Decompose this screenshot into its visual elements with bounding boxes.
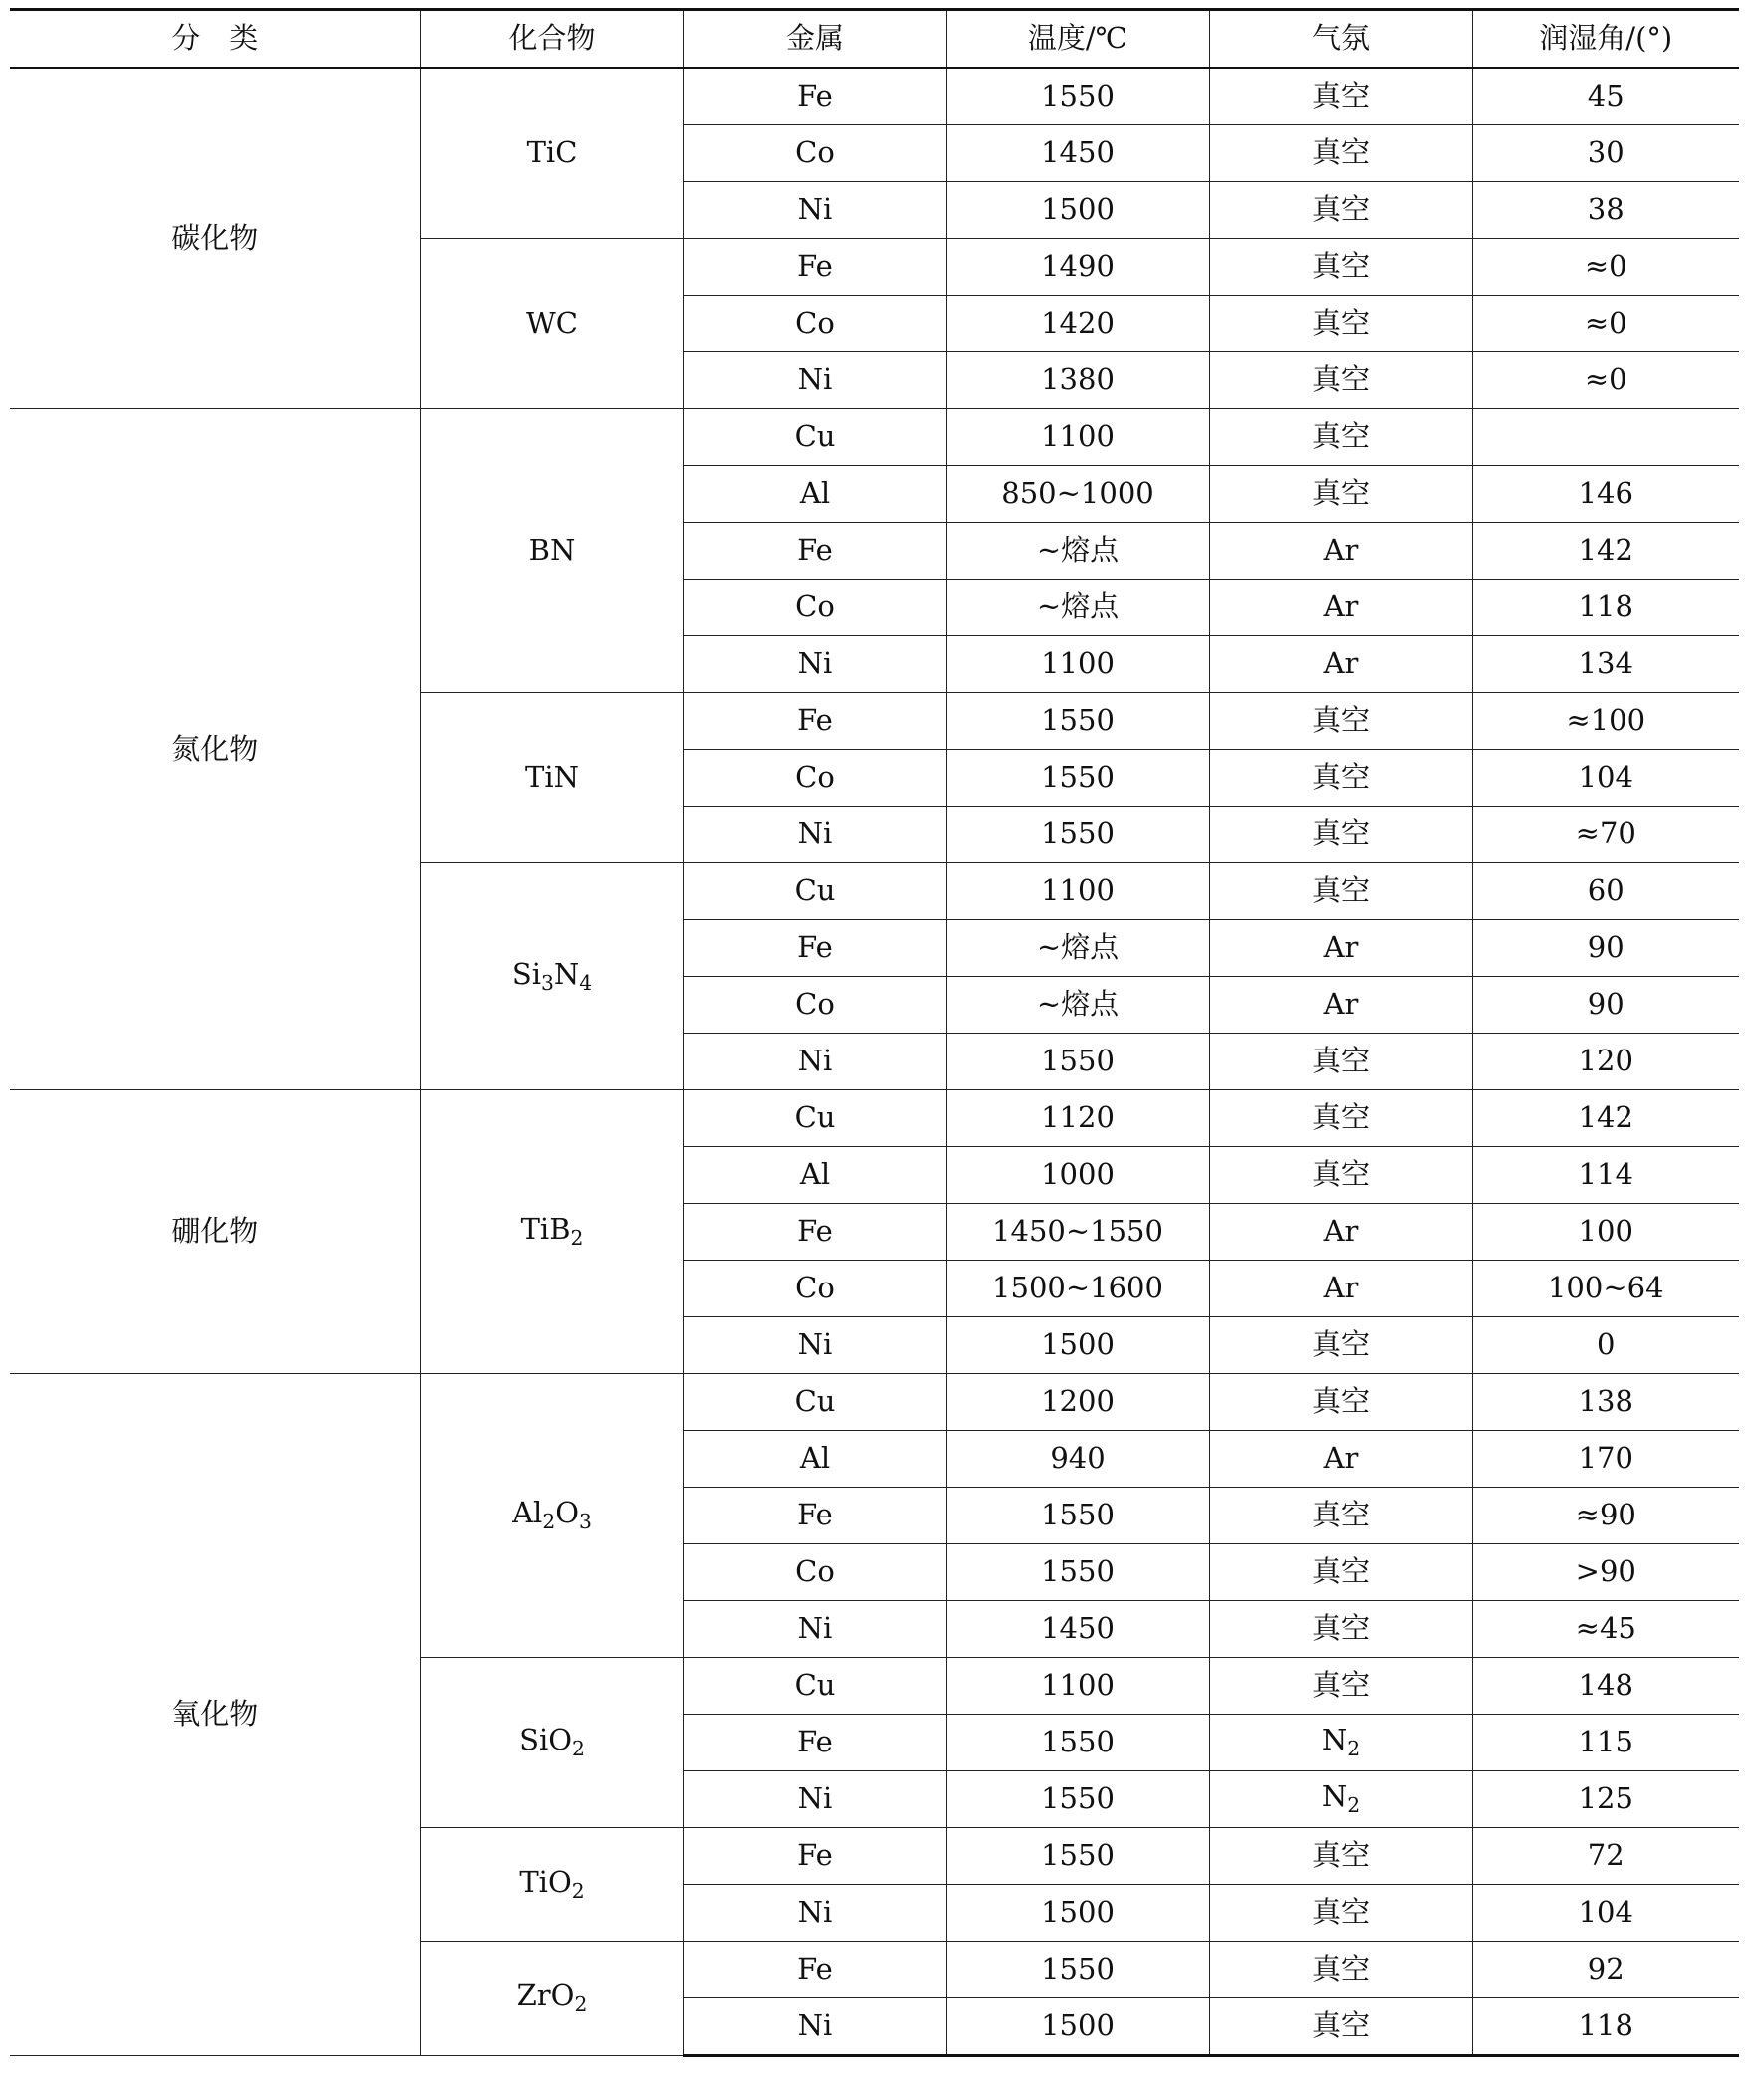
atmosphere-cell: 真空 — [1209, 239, 1472, 296]
temperature-cell: 1550 — [946, 1488, 1209, 1544]
wetting-angle-cell: 92 — [1472, 1942, 1739, 1998]
metal-cell: Ni — [683, 1034, 946, 1090]
metal-cell: Co — [683, 125, 946, 182]
atmosphere-cell: 真空 — [1209, 1942, 1472, 1998]
atmosphere-cell: 真空 — [1209, 750, 1472, 807]
temperature-cell: 1100 — [946, 409, 1209, 466]
wetting-angle-cell: 90 — [1472, 977, 1739, 1034]
metal-cell: Fe — [683, 523, 946, 580]
temperature-cell: 940 — [946, 1431, 1209, 1488]
wetting-angle-cell: 30 — [1472, 125, 1739, 182]
metal-cell: Al — [683, 1147, 946, 1204]
atmosphere-cell: $N_2$ — [1209, 1715, 1472, 1771]
wetting-angle-cell: 72 — [1472, 1828, 1739, 1885]
atmosphere-cell: 真空 — [1209, 296, 1472, 352]
wetting-angle-cell: 125 — [1472, 1771, 1739, 1828]
temperature-cell: 1550 — [946, 750, 1209, 807]
atmosphere-cell: Ar — [1209, 636, 1472, 693]
temperature-cell: 1550 — [946, 1715, 1209, 1771]
metal-cell: Co — [683, 1261, 946, 1317]
atmosphere-cell: Ar — [1209, 523, 1472, 580]
wetting-angle-cell: 38 — [1472, 182, 1739, 239]
wetting-angle-cell — [1472, 409, 1739, 466]
atmosphere-cell: Ar — [1209, 1261, 1472, 1317]
atmosphere-cell: $N_2$ — [1209, 1771, 1472, 1828]
table-row — [10, 409, 1739, 466]
compound-cell: SiO$_2$ — [420, 1658, 683, 1828]
atmosphere-cell: 真空 — [1209, 1658, 1472, 1715]
wetting-angle-cell: 134 — [1472, 636, 1739, 693]
atmosphere-cell: 真空 — [1209, 182, 1472, 239]
category-cell: 碳化物 — [10, 68, 420, 409]
header-row — [10, 10, 1739, 69]
compound-cell: BN — [420, 409, 683, 693]
metal-cell: Fe — [683, 693, 946, 750]
wetting-angle-cell: ≈0 — [1472, 296, 1739, 352]
metal-cell: Ni — [683, 1885, 946, 1942]
atmosphere-cell: 真空 — [1209, 1544, 1472, 1601]
temperature-cell: 1100 — [946, 1658, 1209, 1715]
header-metal: 金属 — [683, 10, 946, 69]
compound-cell: ZrO$_2$ — [420, 1942, 683, 2056]
wetting-angle-cell: ≈90 — [1472, 1488, 1739, 1544]
table-body — [10, 68, 1739, 2056]
metal-cell: Co — [683, 977, 946, 1034]
compound-cell: WC — [420, 239, 683, 409]
metal-cell: Cu — [683, 1090, 946, 1147]
metal-cell: Cu — [683, 1658, 946, 1715]
temperature-cell: ~熔点 — [946, 977, 1209, 1034]
atmosphere-cell: 真空 — [1209, 466, 1472, 523]
wetting-angle-cell: 120 — [1472, 1034, 1739, 1090]
metal-cell: Co — [683, 750, 946, 807]
metal-cell: Fe — [683, 920, 946, 977]
wetting-angle-cell: 148 — [1472, 1658, 1739, 1715]
metal-cell: Al — [683, 466, 946, 523]
atmosphere-cell: 真空 — [1209, 1374, 1472, 1431]
metal-cell: Fe — [683, 68, 946, 125]
temperature-cell: 1550 — [946, 1034, 1209, 1090]
wetting-angle-cell: 142 — [1472, 1090, 1739, 1147]
metal-cell: Ni — [683, 182, 946, 239]
temperature-cell: ~熔点 — [946, 920, 1209, 977]
temperature-cell: 1500 — [946, 182, 1209, 239]
atmosphere-cell: 真空 — [1209, 68, 1472, 125]
atmosphere-cell: 真空 — [1209, 1998, 1472, 2056]
table-row — [10, 68, 1739, 125]
wetting-angle-cell: 60 — [1472, 863, 1739, 920]
temperature-cell: 1120 — [946, 1090, 1209, 1147]
metal-cell: Cu — [683, 409, 946, 466]
metal-cell: Ni — [683, 352, 946, 409]
atmosphere-cell: 真空 — [1209, 1034, 1472, 1090]
wetting-angle-cell: ≈0 — [1472, 239, 1739, 296]
category-cell: 氮化物 — [10, 409, 420, 1090]
wetting-angle-cell: 118 — [1472, 1998, 1739, 2056]
atmosphere-cell: 真空 — [1209, 1885, 1472, 1942]
atmosphere-cell: 真空 — [1209, 125, 1472, 182]
metal-cell: Co — [683, 296, 946, 352]
wetting-angle-cell: 138 — [1472, 1374, 1739, 1431]
wetting-angle-cell: 100~64 — [1472, 1261, 1739, 1317]
metal-cell: Co — [683, 1544, 946, 1601]
atmosphere-cell: 真空 — [1209, 409, 1472, 466]
atmosphere-cell: 真空 — [1209, 1317, 1472, 1374]
temperature-cell: 1000 — [946, 1147, 1209, 1204]
category-cell: 硼化物 — [10, 1090, 420, 1374]
wetting-angle-cell: 115 — [1472, 1715, 1739, 1771]
atmosphere-cell: 真空 — [1209, 1488, 1472, 1544]
metal-cell: Fe — [683, 1204, 946, 1261]
atmosphere-cell: Ar — [1209, 977, 1472, 1034]
metal-cell: Cu — [683, 863, 946, 920]
metal-cell: Fe — [683, 1828, 946, 1885]
temperature-cell: 1500~1600 — [946, 1261, 1209, 1317]
atmosphere-cell: Ar — [1209, 1431, 1472, 1488]
metal-cell: Al — [683, 1431, 946, 1488]
metal-cell: Fe — [683, 1488, 946, 1544]
atmosphere-cell: 真空 — [1209, 1828, 1472, 1885]
temperature-cell: 1500 — [946, 1317, 1209, 1374]
temperature-cell: 1200 — [946, 1374, 1209, 1431]
temperature-cell: 1500 — [946, 1885, 1209, 1942]
wetting-angle-cell: 100 — [1472, 1204, 1739, 1261]
compound-cell: TiN — [420, 693, 683, 863]
temperature-cell: 1100 — [946, 636, 1209, 693]
temperature-cell: 1550 — [946, 1828, 1209, 1885]
temperature-cell: 1500 — [946, 1998, 1209, 2056]
temperature-cell: 850~1000 — [946, 466, 1209, 523]
temperature-cell: 1380 — [946, 352, 1209, 409]
wetting-angle-cell: 45 — [1472, 68, 1739, 125]
atmosphere-cell: Ar — [1209, 920, 1472, 977]
temperature-cell: 1420 — [946, 296, 1209, 352]
wetting-angle-table — [10, 8, 1739, 2057]
wetting-angle-cell: 90 — [1472, 920, 1739, 977]
wetting-angle-cell: 104 — [1472, 1885, 1739, 1942]
atmosphere-cell: 真空 — [1209, 1090, 1472, 1147]
compound-cell: $Si_3N_4$ — [420, 863, 683, 1090]
wetting-angle-cell: ≈70 — [1472, 807, 1739, 863]
atmosphere-cell: 真空 — [1209, 807, 1472, 863]
metal-cell: Ni — [683, 807, 946, 863]
compound-cell: TiB$_2$ — [420, 1090, 683, 1374]
category-cell: 氧化物 — [10, 1374, 420, 2056]
temperature-cell: ~熔点 — [946, 523, 1209, 580]
metal-cell: Fe — [683, 239, 946, 296]
temperature-cell: 1490 — [946, 239, 1209, 296]
temperature-cell: ~熔点 — [946, 580, 1209, 636]
metal-cell: Co — [683, 580, 946, 636]
wetting-angle-cell: 142 — [1472, 523, 1739, 580]
temperature-cell: 1550 — [946, 1544, 1209, 1601]
atmosphere-cell: 真空 — [1209, 693, 1472, 750]
metal-cell: Fe — [683, 1715, 946, 1771]
wetting-angle-cell: 118 — [1472, 580, 1739, 636]
wetting-angle-cell: ≈45 — [1472, 1601, 1739, 1658]
wetting-angle-cell: 170 — [1472, 1431, 1739, 1488]
metal-cell: Ni — [683, 1317, 946, 1374]
temperature-cell: 1550 — [946, 1942, 1209, 1998]
metal-cell: Cu — [683, 1374, 946, 1431]
metal-cell: Ni — [683, 1998, 946, 2056]
temperature-cell: 1550 — [946, 68, 1209, 125]
temperature-cell: 1450 — [946, 125, 1209, 182]
header-temperature: 温度/℃ — [946, 10, 1209, 69]
metal-cell: Ni — [683, 636, 946, 693]
temperature-cell: 1550 — [946, 1771, 1209, 1828]
wetting-angle-cell: 146 — [1472, 466, 1739, 523]
header-category: 分 类 — [10, 10, 420, 69]
wetting-angle-cell: ≈0 — [1472, 352, 1739, 409]
header-atmosphere: 气氛 — [1209, 10, 1472, 69]
wetting-angle-cell: ≈100 — [1472, 693, 1739, 750]
metal-cell: Fe — [683, 1942, 946, 1998]
atmosphere-cell: 真空 — [1209, 1601, 1472, 1658]
metal-cell: Ni — [683, 1771, 946, 1828]
compound-cell: $Al_2O_3$ — [420, 1374, 683, 1658]
wetting-angle-cell: >90 — [1472, 1544, 1739, 1601]
atmosphere-cell: 真空 — [1209, 1147, 1472, 1204]
compound-cell: TiO$_2$ — [420, 1828, 683, 1942]
header-compound: 化合物 — [420, 10, 683, 69]
wetting-angle-cell: 104 — [1472, 750, 1739, 807]
header-wetting-angle: 润湿角/(°) — [1472, 10, 1739, 69]
atmosphere-cell: 真空 — [1209, 863, 1472, 920]
atmosphere-cell: Ar — [1209, 1204, 1472, 1261]
wetting-angle-cell: 0 — [1472, 1317, 1739, 1374]
temperature-cell: 1450~1550 — [946, 1204, 1209, 1261]
atmosphere-cell: Ar — [1209, 580, 1472, 636]
table-row — [10, 1374, 1739, 1431]
temperature-cell: 1100 — [946, 863, 1209, 920]
temperature-cell: 1550 — [946, 693, 1209, 750]
table-row — [10, 1090, 1739, 1147]
metal-cell: Ni — [683, 1601, 946, 1658]
temperature-cell: 1550 — [946, 807, 1209, 863]
atmosphere-cell: 真空 — [1209, 352, 1472, 409]
temperature-cell: 1450 — [946, 1601, 1209, 1658]
compound-cell: TiC — [420, 68, 683, 239]
wetting-angle-cell: 114 — [1472, 1147, 1739, 1204]
